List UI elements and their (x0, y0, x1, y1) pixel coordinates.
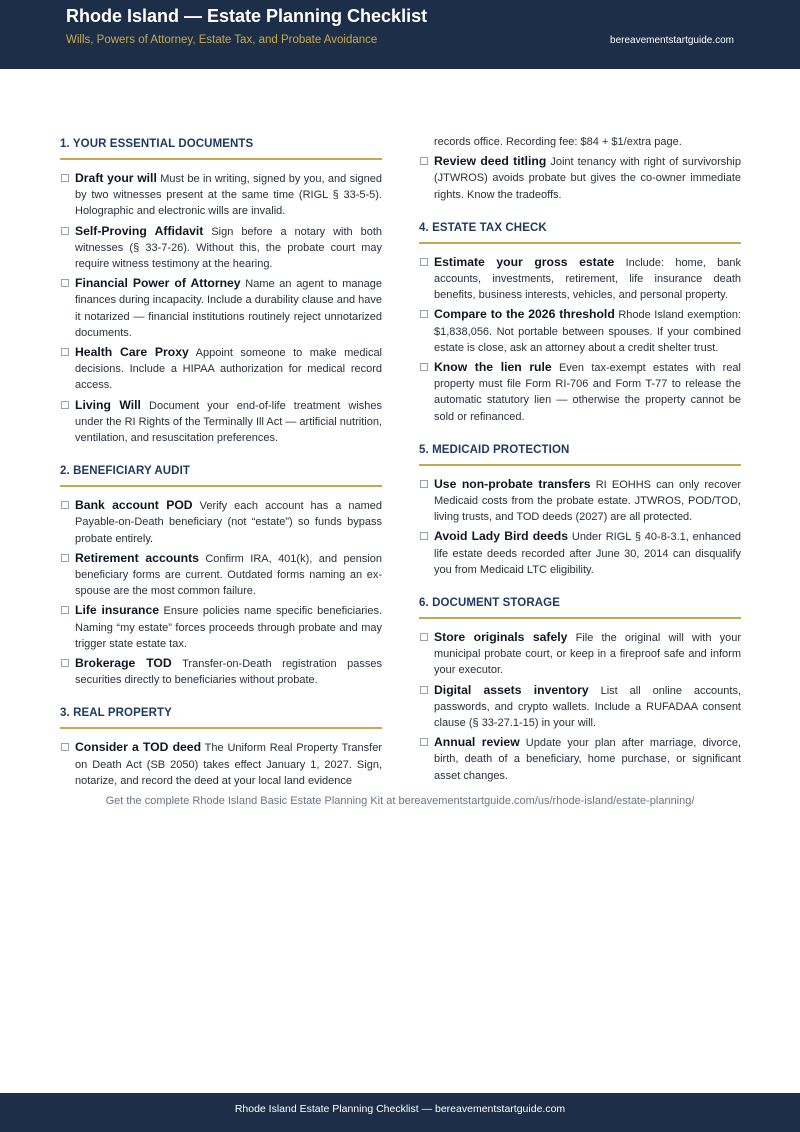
item-description: RI EOHHS can only recover Medicaid costs from the probate estate. JTWROS, POD/TOD, living trusts, and TOD deeds (2027) are all protected. (434, 478, 742, 524)
checkbox[interactable] (61, 554, 69, 562)
item-description: Rhode Island exemption: $1,838,056. Not portable between spouses. If your combined estate is close, ask an attorney about a credit shelter trust. (434, 309, 742, 354)
checklist-item (419, 734, 741, 784)
checklist-item (419, 306, 741, 356)
item-label: Know the lien rule (434, 360, 552, 375)
item-description: Sign before a notary with both witnesses (§ 33-7-26). Without this, the probate court may require witness testimony at the hearing. (75, 225, 383, 271)
checklist-item (419, 682, 741, 732)
checklist-item (60, 739, 382, 789)
checklist-item (60, 275, 382, 341)
item-label: Review deed titling (434, 154, 547, 169)
item-label: Health Care Proxy (75, 345, 189, 360)
item-label: Financial Power of Attorney (75, 276, 241, 291)
item-description: Name an agent to manage finances during incapacity. Include a durability clause and have it notarized — financial institutions routinely reject unnotarized documents. (75, 278, 382, 339)
item-description: Transfer-on-Death registration passes securities directly to beneficiaries without probate. (75, 658, 383, 687)
checkbox[interactable] (61, 227, 69, 235)
item-description: Update your plan after marriage, divorce, birth, death of a beneficiary, home purchase, or significant asset changes. (434, 737, 741, 782)
item-description: File the original will with your municipal probate court, or keep in a fireproof safe and inform your executor. (434, 632, 742, 677)
item-description: Include: home, bank accounts, investments, retirement, life insurance death benefits, business interests, vehicles, and personal property. (434, 256, 741, 302)
checklist-item (60, 397, 382, 447)
item-label: Annual review (434, 735, 520, 750)
checklist-item (419, 629, 741, 679)
checklist-item (419, 476, 741, 526)
item-label: Use non-probate transfers (434, 476, 591, 491)
section-heading: 4. ESTATE TAX CHECK (419, 218, 741, 244)
item-description: Confirm IRA, 401(k), and pension beneficiary forms are current. Outdated forms naming an ex-spouse are the most common failure. (75, 552, 383, 598)
item-label: Avoid Lady Bird deeds (434, 529, 569, 544)
checkbox[interactable] (61, 279, 69, 287)
section-heading: 2. BENEFICIARY AUDIT (60, 461, 382, 487)
checkbox[interactable] (61, 501, 69, 509)
item-label: Compare to the 2026 threshold (434, 307, 615, 322)
item-description: Under RIGL § 40-8-3.1, enhanced life estate deeds recorded after June 30, 2014 can disqualify you from Medicaid LTC eligibility. (434, 531, 741, 576)
section-heading: 3. REAL PROPERTY (60, 703, 382, 729)
section-heading: 5. MEDICAID PROTECTION (419, 440, 741, 466)
checklist-item (60, 223, 382, 273)
item-description: List all online accounts, passwords, and crypto wallets. Include a RUFADAA consent clause (§ 33-27.1-15) in your will. (434, 684, 741, 730)
left-column (60, 134, 382, 792)
checklist-item (60, 497, 382, 547)
checkbox[interactable] (420, 157, 428, 165)
item-continuation: records office. Recording fee: $84 + $1/extra page. (434, 136, 682, 148)
checkbox[interactable] (61, 606, 69, 614)
page-footer (0, 1093, 800, 1132)
checkbox[interactable] (61, 174, 69, 182)
checkbox[interactable] (420, 363, 428, 371)
page-header (0, 0, 800, 69)
header-site: bereavementstartguide.com (610, 35, 734, 46)
checkbox[interactable] (420, 310, 428, 318)
item-description: Appoint someone to make medical decisions. Include a HIPAA authorization for medical record access. (75, 347, 383, 392)
section-heading: 1. YOUR ESSENTIAL DOCUMENTS (60, 134, 382, 160)
checkbox[interactable] (61, 401, 69, 409)
checklist-item (60, 344, 382, 394)
item-description: Must be in writing, signed by you, and signed by two witnesses present at the same time (RIGL § 33-5-5). Holographic and electronic wills are invalid. (75, 173, 382, 218)
checkbox[interactable] (420, 686, 428, 694)
checklist-item (60, 655, 382, 688)
checkbox[interactable] (420, 633, 428, 641)
item-description: Joint tenancy with right of survivorship (JTWROS) avoids probate but gives the co-owner immediate rights. Know the tradeoffs. (434, 156, 741, 201)
checklist-item (419, 359, 741, 425)
item-label: Living Will (75, 397, 141, 412)
footer-text: Rhode Island Estate Planning Checklist — bereavementstartguide.com (234, 1103, 566, 1115)
checklist-item (419, 528, 741, 578)
checklist-item (419, 153, 741, 203)
kit-link[interactable]: Get the complete Rhode Island Basic Estate Planning Kit at bereavementstartguide.com/us/rhode-island/estate-planning/ (105, 795, 695, 807)
checklist-item (419, 254, 741, 304)
item-label: Bank account POD (75, 498, 193, 513)
checkbox[interactable] (420, 480, 428, 488)
item-label: Estimate your gross estate (434, 254, 615, 269)
page-subtitle: Wills, Powers of Attorney, Estate Tax, and Probate Avoidance (66, 34, 378, 46)
item-description: Even tax-exempt estates with real property must file Form RI-706 and Form T-77 to release the automatic statutory lien — otherwise the property cannot be sold or refinanced. (434, 362, 741, 423)
item-label: Life insurance (75, 603, 160, 618)
item-label: Consider a TOD deed (75, 740, 202, 755)
item-label: Self-Proving Affidavit (75, 223, 204, 238)
checkbox[interactable] (61, 743, 69, 751)
item-label: Retirement accounts (75, 550, 199, 565)
checklist-item (60, 602, 382, 652)
checklist-item (60, 170, 382, 220)
item-description: Ensure policies name specific beneficiaries. Naming “my estate” forces proceeds through probate and may trigger state estate tax. (75, 605, 382, 650)
checkbox[interactable] (61, 659, 69, 667)
item-label: Brokerage TOD (75, 656, 172, 671)
item-description: The Uniform Real Property Transfer on Death Act (SB 2050) takes effect January 1, 2027. Sign, notarize, and record the deed at your local land evidence (75, 742, 382, 787)
checkbox[interactable] (420, 738, 428, 746)
item-description: Document your end-of-life treatment wishes under the RI Rights of the Terminally Ill Act — artificial nutrition, ventilation, and resuscitation preferences. (75, 399, 383, 445)
item-label: Store originals safely (434, 630, 568, 645)
right-column (419, 134, 741, 787)
checklist-item (60, 550, 382, 600)
item-description: Verify each account has a named Payable-on-Death beneficiary (not “estate”) so funds bypass probate entirely. (75, 500, 382, 545)
checkbox[interactable] (61, 348, 69, 356)
item-label: Digital assets inventory (434, 682, 589, 697)
checkbox[interactable] (420, 258, 428, 266)
page-title: Rhode Island — Estate Planning Checklist (66, 6, 428, 26)
section-heading: 6. DOCUMENT STORAGE (419, 593, 741, 619)
checkbox[interactable] (420, 532, 428, 540)
item-label: Draft your will (75, 171, 157, 185)
